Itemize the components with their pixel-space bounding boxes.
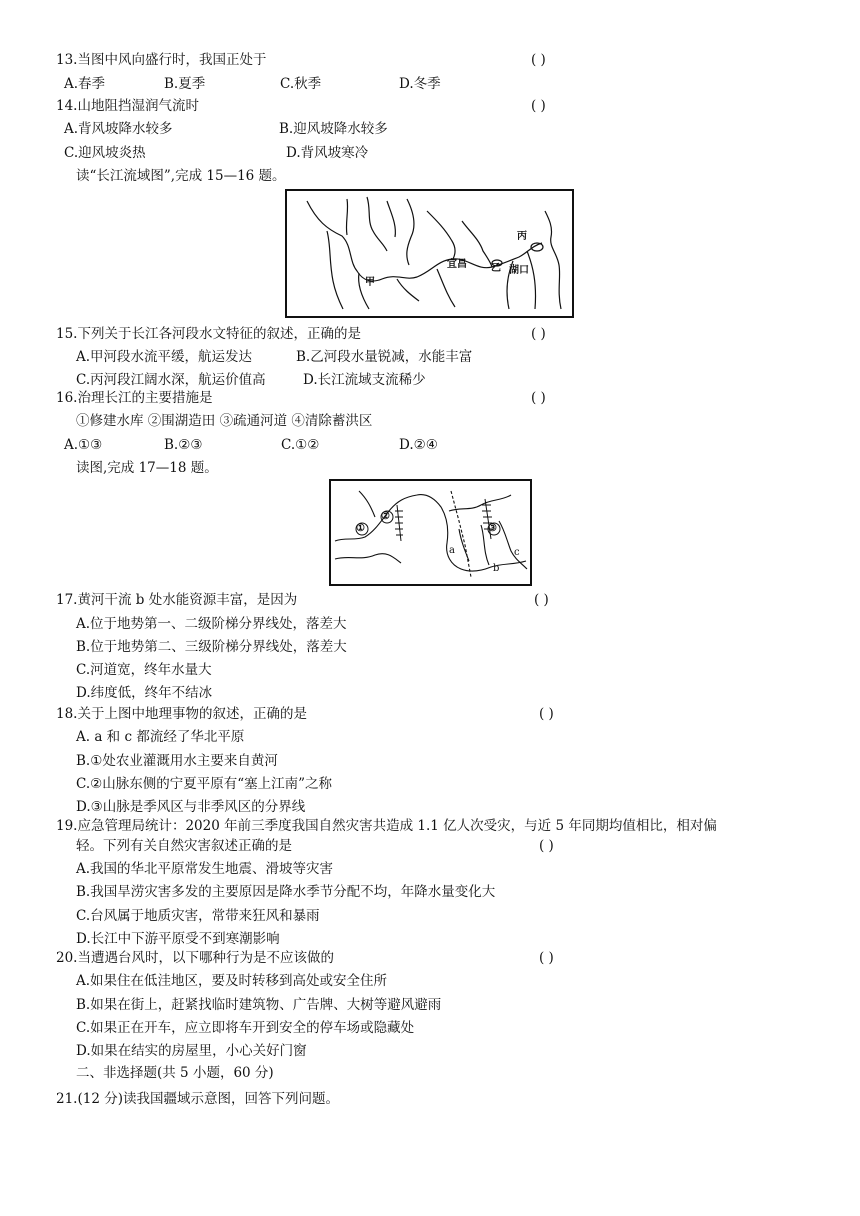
q20-option-b: B.如果在街上，赶紧找临时建筑物、广告牌、大树等避风避雨 bbox=[76, 997, 442, 1013]
q18-stem: 18.关于上图中地理事物的叙述，正确的是 bbox=[56, 706, 307, 722]
q15-answer-blank[interactable]: ( ) bbox=[531, 326, 546, 342]
map1-label-hukou: 湖口 bbox=[509, 265, 529, 276]
section-2-heading: 二、非选择题(共 5 小题，60 分) bbox=[76, 1065, 274, 1081]
q15-option-a: A.甲河段水流平缓，航运发达 bbox=[76, 349, 253, 365]
q19-stem-line2: 轻。下列有关自然灾害叙述正确的是 bbox=[76, 838, 292, 854]
q21-stem: 21.(12 分)读我国疆域示意图，回答下列问题。 bbox=[56, 1091, 339, 1107]
q16-stem: 16.治理长江的主要措施是 bbox=[56, 390, 213, 406]
q15-option-b: B.乙河段水量锐减，水能丰富 bbox=[296, 349, 473, 365]
q13-option-d: D.冬季 bbox=[399, 76, 441, 92]
q13-option-c: C.秋季 bbox=[280, 76, 322, 92]
q13-answer-blank[interactable]: ( ) bbox=[531, 52, 546, 68]
q18-option-b: B.①处农业灌溉用水主要来自黄河 bbox=[76, 753, 278, 769]
q17-option-b: B.位于地势第二、三级阶梯分界线处，落差大 bbox=[76, 639, 347, 655]
q20-option-a: A.如果住在低洼地区，要及时转移到高处或安全住所 bbox=[76, 973, 388, 989]
q15-stem: 15.下列关于长江各河段水文特征的叙述，正确的是 bbox=[56, 326, 361, 342]
q18-option-d: D.③山脉是季风区与非季风区的分界线 bbox=[76, 799, 306, 815]
q17-option-d: D.纬度低，终年不结冰 bbox=[76, 685, 213, 701]
q13-option-a: A.春季 bbox=[64, 76, 106, 92]
map2-label-b: b bbox=[493, 563, 500, 574]
q16-option-b: B.②③ bbox=[164, 437, 203, 453]
q18-option-a: A. a 和 c 都流经了华北平原 bbox=[76, 729, 245, 745]
q14-answer-blank[interactable]: ( ) bbox=[531, 98, 546, 114]
q19-option-c: C.台风属于地质灾害，常带来狂风和暴雨 bbox=[76, 908, 320, 924]
q15-option-d: D.长江流域支流稀少 bbox=[303, 372, 426, 388]
q17-option-c: C.河道宽，终年水量大 bbox=[76, 662, 212, 678]
q19-option-d: D.长江中下游平原受不到寒潮影响 bbox=[76, 931, 280, 947]
q14-option-d: D.背风坡寒冷 bbox=[286, 145, 369, 161]
q16-measures: ①修建水库 ②围湖造田 ③疏通河道 ④清除蓄洪区 bbox=[76, 413, 373, 429]
q18-option-c: C.②山脉东侧的宁夏平原有“塞上江南”之称 bbox=[76, 776, 333, 792]
map1-label-jia: 甲 bbox=[365, 277, 375, 288]
q19-answer-blank[interactable]: ( ) bbox=[539, 838, 554, 854]
map2-label-2: ② bbox=[381, 511, 390, 522]
q16-option-d: D.②④ bbox=[399, 437, 438, 453]
map1-label-yi: 乙 bbox=[491, 263, 501, 274]
q14-option-b: B.迎风坡降水较多 bbox=[279, 121, 388, 137]
q19-option-b: B.我国旱涝灾害多发的主要原因是降水季节分配不均，年降水量变化大 bbox=[76, 884, 496, 900]
intro-17-18: 读图,完成 17—18 题。 bbox=[76, 460, 218, 476]
yangtze-map-drawing bbox=[287, 191, 572, 316]
q19-stem-line1: 19.应急管理局统计：2020 年前三季度我国自然灾害共造成 1.1 亿人次受灾，与近 5 年同期均值相比，相对偏 bbox=[56, 818, 717, 834]
q14-option-a: A.背风坡降水较多 bbox=[64, 121, 173, 137]
q14-option-c: C.迎风坡炎热 bbox=[64, 145, 146, 161]
map2-label-3: ③ bbox=[488, 523, 497, 534]
yangtze-basin-map bbox=[285, 189, 574, 318]
q20-option-c: C.如果正在开车，应立即将车开到安全的停车场或隐藏处 bbox=[76, 1020, 415, 1036]
q13-option-b: B.夏季 bbox=[164, 76, 206, 92]
q16-option-c: C.①② bbox=[281, 437, 320, 453]
map2-label-a: a bbox=[449, 545, 455, 556]
q16-option-a: A.①③ bbox=[64, 437, 103, 453]
q17-answer-blank[interactable]: ( ) bbox=[534, 592, 549, 608]
q20-option-d: D.如果在结实的房屋里，小心关好门窗 bbox=[76, 1043, 307, 1059]
q17-stem: 17.黄河干流 b 处水能资源丰富，是因为 bbox=[56, 592, 298, 608]
q13-stem: 13.当图中风向盛行时，我国正处于 bbox=[56, 52, 267, 68]
q20-stem: 20.当遭遇台风时，以下哪种行为是不应该做的 bbox=[56, 950, 334, 966]
q16-answer-blank[interactable]: ( ) bbox=[531, 390, 546, 406]
q20-answer-blank[interactable]: ( ) bbox=[539, 950, 554, 966]
map1-label-bing: 丙 bbox=[517, 231, 527, 242]
q17-option-a: A.位于地势第一、二级阶梯分界线处，落差大 bbox=[76, 616, 347, 632]
yellow-river-map bbox=[329, 479, 532, 586]
q15-option-c: C.丙河段江阔水深，航运价值高 bbox=[76, 372, 266, 388]
intro-15-16: 读“长江流域图”,完成 15—16 题。 bbox=[76, 168, 286, 184]
q19-option-a: A.我国的华北平原常发生地震、滑坡等灾害 bbox=[76, 861, 334, 877]
map1-label-yichang: 宜昌 bbox=[447, 259, 467, 270]
map2-label-c: c bbox=[514, 547, 520, 558]
map2-label-1: ① bbox=[356, 523, 365, 534]
q14-stem: 14.山地阻挡湿润气流时 bbox=[56, 98, 199, 114]
q18-answer-blank[interactable]: ( ) bbox=[539, 706, 554, 722]
